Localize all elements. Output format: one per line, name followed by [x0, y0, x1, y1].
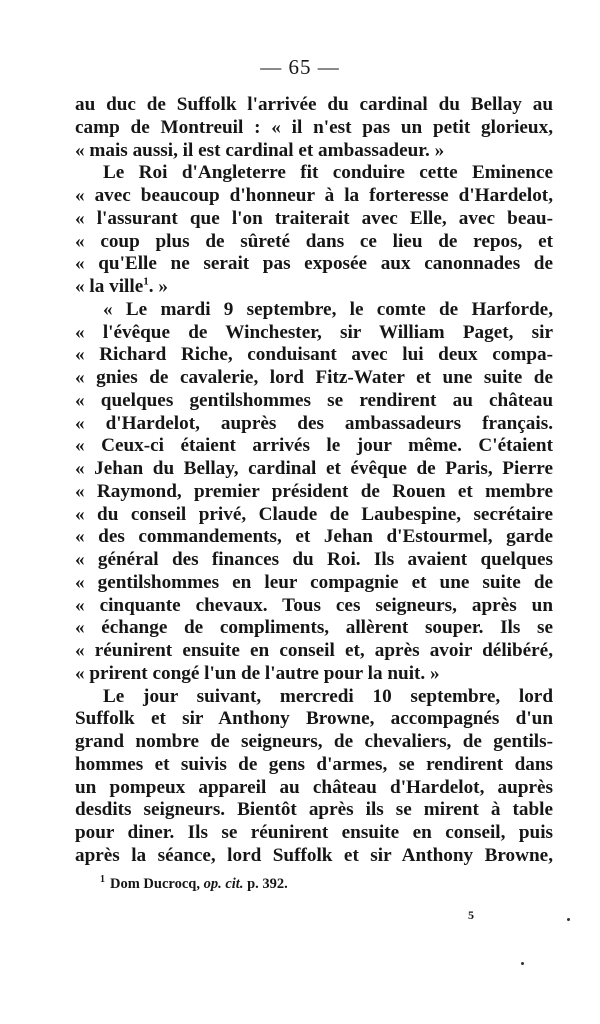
footnote-page-ref: p. 392.	[247, 876, 288, 892]
text-line: « cinquante chevaux. Tous ces seigneurs, après un	[75, 594, 553, 616]
page-number: — 65 —	[260, 55, 340, 79]
signature-mark: 5	[468, 908, 474, 922]
text-line: hommes et suivis de gens d'armes, se rendirent dans	[75, 753, 553, 775]
text-line: « avec beaucoup d'honneur à la forteresse d'Hardelot,	[75, 185, 553, 206]
text-line: « des commandements, et Jehan d'Estourmel, garde	[75, 526, 553, 548]
text-line: « Raymond, premier président de Rouen et membre	[75, 480, 553, 502]
text-line: un pompeux appareil au château d'Hardelot, auprès	[75, 776, 553, 798]
text-line: « d'Hardelot, auprès des ambassadeurs français.	[75, 412, 553, 434]
text-line: camp de Montreuil : « il n'est pas un petit glorieux,	[75, 116, 553, 138]
text-line: desdits seigneurs. Bientôt après ils se mirent à table	[75, 799, 553, 821]
text-line: « qu'Elle ne serait pas exposée aux canonnades de	[75, 253, 553, 275]
text-line: « Le mardi 9 septembre, le comte de Harforde,	[103, 298, 553, 320]
text-line: « l'assurant que l'on traiterait avec Elle, avec beau-	[75, 207, 553, 229]
speck	[567, 918, 570, 921]
body-text	[75, 94, 553, 868]
text-line-content: « la ville	[75, 276, 144, 297]
speck	[521, 962, 524, 965]
text-line: après la séance, lord Suffolk et sir Anthony Browne,	[75, 844, 553, 866]
text-line: « Ceux-ci étaient arrivés le jour même. C'étaient	[75, 435, 553, 457]
text-line: Le Roi d'Angleterre fit conduire cette Eminence	[103, 162, 553, 184]
text-line-tail: . »	[148, 276, 168, 297]
text-line: « du conseil privé, Claude de Laubespine, secrétaire	[75, 503, 553, 525]
footnote-reference: 1	[143, 275, 149, 288]
text-line: Le jour suivant, mercredi 10 septembre, lord	[103, 685, 553, 707]
text-line: Suffolk et sir Anthony Browne, accompagnés d'un	[75, 708, 553, 730]
text-line: « quelques gentilshommes se rendirent au château	[75, 389, 553, 411]
text-line: « coup plus de sûreté dans ce lieu de repos, et	[75, 230, 553, 252]
footnote	[100, 876, 288, 893]
text-line: « gentilshommes en leur compagnie et une suite de	[75, 571, 553, 593]
footnote-citation: op. cit.	[203, 876, 244, 892]
text-line: pour diner. Ils se réunirent ensuite en conseil, puis	[75, 822, 553, 843]
text-line: « Richard Riche, conduisant avec lui deux compa-	[75, 344, 553, 366]
text-line: « mais aussi, il est cardinal et ambassadeur. »	[75, 139, 445, 161]
text-line: « l'évêque de Winchester, sir William Paget, sir	[75, 321, 553, 343]
text-line: « Jehan du Bellay, cardinal et évêque de Paris, Pierre	[75, 458, 553, 479]
text-line: au duc de Suffolk l'arrivée du cardinal du Bellay au	[75, 94, 553, 115]
text-line: grand nombre de seigneurs, de chevaliers, de gentils-	[75, 731, 553, 752]
footnote-marker: 1	[100, 874, 105, 886]
text-line: « prirent congé l'un de l'autre pour la nuit. »	[75, 662, 440, 684]
text-line: « réunirent ensuite en conseil et, après avoir délibéré,	[75, 640, 553, 661]
text-line: « général des finances du Roi. Ils avaient quelques	[75, 549, 553, 570]
text-line: « gnies de cavalerie, lord Fitz-Water et une suite de	[75, 367, 553, 388]
text-line: « échange de compliments, allèrent souper. Ils se	[75, 617, 553, 639]
text-line-with-footnote	[75, 276, 553, 299]
footnote-text: Dom Ducrocq,	[110, 876, 200, 892]
